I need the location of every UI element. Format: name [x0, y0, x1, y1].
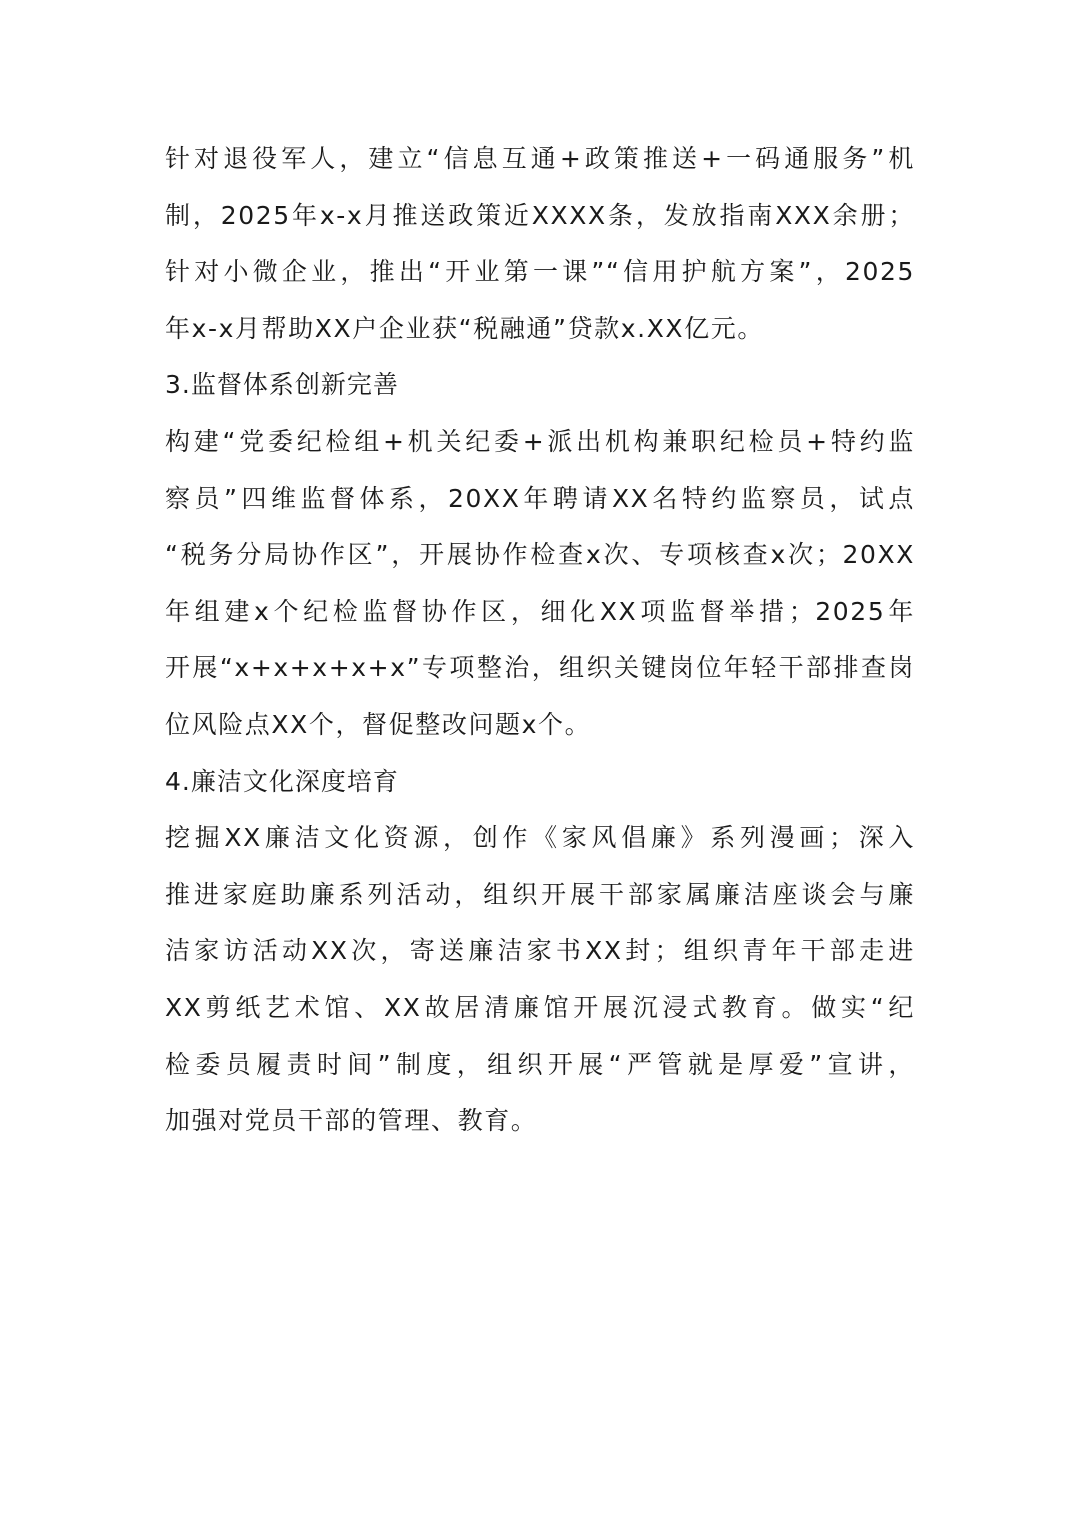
paragraph-line: 年x-x月帮助XX户企业获“税融通”贷款x.XX亿元。: [165, 313, 764, 343]
paragraph-line: 构建“党委纪检组+机关纪委+派出机构兼职纪检员+特约监: [165, 426, 915, 456]
paragraph-line: 检委员履责时间”制度，组织开展“严管就是厚爱”宣讲，: [165, 1049, 915, 1079]
section-heading: 4.廉洁文化深度培育: [165, 766, 399, 796]
paragraph-line: 年组建x个纪检监督协作区，细化XX项监督举措；2025年: [165, 596, 915, 626]
paragraph-line: 制，2025年x-x月推送政策近XXXX条，发放指南XXX余册；: [165, 200, 915, 230]
paragraph-line: “税务分局协作区”，开展协作检查x次、专项核查x次；20XX: [165, 540, 915, 570]
paragraph-line: 针对小微企业，推出“开业第一课”“信用护航方案”，2025: [165, 257, 915, 287]
paragraph-line: 挖掘XX廉洁文化资源，创作《家风倡廉》系列漫画；深入: [165, 823, 915, 853]
paragraph-line: 加强对党员干部的管理、教育。: [165, 1106, 538, 1136]
paragraph-line: 洁家访活动XX次，寄送廉洁家书XX封；组织青年干部走进: [165, 936, 915, 966]
section-heading: 3.监督体系创新完善: [165, 370, 399, 400]
paragraph-line: 位风险点XX个，督促整改问题x个。: [165, 709, 592, 739]
document-body: [165, 131, 915, 1150]
paragraph-line: 推进家庭助廉系列活动，组织开展干部家属廉洁座谈会与廉: [165, 879, 915, 909]
paragraph-line: XX剪纸艺术馆、XX故居清廉馆开展沉浸式教育。做实“纪: [165, 992, 915, 1022]
paragraph-line: 察员”四维监督体系，20XX年聘请XX名特约监察员，试点: [165, 483, 915, 513]
paragraph-line: 开展“x+x+x+x+x”专项整治，组织关键岗位年轻干部排查岗: [165, 653, 915, 683]
paragraph-line: 针对退役军人，建立“信息互通+政策推送+一码通服务”机: [165, 144, 915, 173]
